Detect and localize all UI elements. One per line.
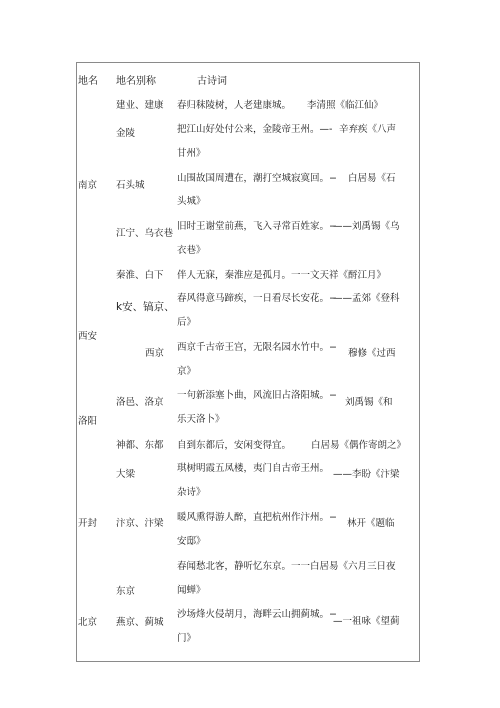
alias-shitoucheng: 石头城	[116, 180, 145, 191]
poem-line: 春闻愁北客，静听忆东京。一一白居易《六月三日夜	[177, 561, 396, 572]
poem-line: 把江山好处付公来，金陵帝王州。—-	[177, 124, 333, 135]
poem-author: 穆修《过西	[348, 348, 396, 359]
place-beijing: 北京	[78, 617, 98, 628]
alias-jiangning: 江宁、乌衣巷	[116, 228, 174, 239]
poem-line-wrap: 门》	[177, 633, 197, 644]
place-luoyang: 洛阳	[78, 416, 98, 427]
poem-author: 林开《题临	[347, 518, 395, 529]
poem-line: 春风得意马蹄疾，一日看尽长安花。−	[177, 293, 337, 304]
poem-line: 沙场烽火侵胡月，海畔云山拥蓟城。−	[177, 609, 337, 620]
alias-dongjing: 东京	[116, 586, 136, 597]
poem-author: —一祖咏《望蓟	[333, 616, 400, 627]
poem-line: 伴人无寐，秦淮应是孤月。一一文天祥《酹江月》	[177, 270, 387, 281]
poem-line: 山围故国周遭在，潮打空城寂寞回。−	[177, 173, 337, 184]
alias-changan: k安、镐京、	[116, 301, 175, 313]
poem-line-wrap: 京》	[177, 366, 197, 377]
alias-bianjing: 汴京、汴梁	[116, 518, 164, 529]
alias-daliang: 大梁	[116, 469, 136, 480]
poem-author: 辛弃疾《八声	[339, 124, 397, 135]
alias-yanjing: 燕京、蓟城	[116, 617, 164, 628]
poem-line-wrap: 安邸》	[177, 536, 206, 547]
poem-line-wrap: 乐天洛卜》	[177, 414, 225, 425]
poem-author: 白居易《偶作寄朗之》	[311, 440, 407, 451]
poem-author: ——李盼《汴梁	[333, 469, 400, 480]
poem-line: 暖风熏得游人醉，直把杭州作汴州。−	[177, 512, 337, 523]
poem-author: 刘禹锡《和	[345, 397, 393, 408]
poem-author: 白居易《石	[348, 173, 396, 184]
poem-line-wrap: 杂诗》	[177, 487, 206, 498]
alias-qinhuai: 秦淮、白下	[116, 270, 164, 281]
header-poem: 古诗词	[197, 76, 227, 87]
poem-line-wrap: 甘州》	[177, 148, 206, 159]
place-xian: 西安	[78, 331, 98, 342]
place-kaifeng: 开封	[78, 518, 98, 529]
poem-author: ——孟郊《登科	[333, 293, 400, 304]
alias-jinling: 金陵	[116, 128, 136, 139]
poem-line: 琪树明霞五凤楼，夷门自古帝王州。	[177, 463, 330, 474]
header-alias: 地名别称	[116, 76, 156, 87]
poem-line: 旧时王谢堂前燕，飞入寻常百姓家。−	[177, 221, 337, 232]
poem-author: ——刘禹锡《乌	[333, 221, 400, 232]
poem-line: 西京千古帝王宫，无限名园水竹中。−	[177, 342, 337, 353]
place-nanjing: 南京	[78, 180, 98, 191]
alias-xijing: 西京	[145, 348, 165, 359]
alias-shendu: 神都、东都	[116, 440, 164, 451]
poem-author: 李清照《临江仙》	[307, 100, 384, 111]
poem-line: 自到东都后，安闲变得宜。	[177, 440, 292, 451]
poem-line-wrap: 头城》	[177, 196, 206, 207]
header-place: 地名	[78, 76, 98, 87]
poem-line-wrap: 衣巷》	[177, 245, 206, 256]
poem-line: 一句新添塞卜曲，风流旧占洛阳城。−	[177, 390, 337, 401]
alias-jianye: 建业、建康	[116, 100, 164, 111]
poem-line-wrap: 后》	[177, 317, 197, 328]
poem-line-wrap: 闻蝉》	[177, 585, 206, 596]
alias-luoyi: 洛邑、洛京	[116, 397, 164, 408]
poem-line: 春归秣陵树，人老建康城。	[177, 100, 292, 111]
